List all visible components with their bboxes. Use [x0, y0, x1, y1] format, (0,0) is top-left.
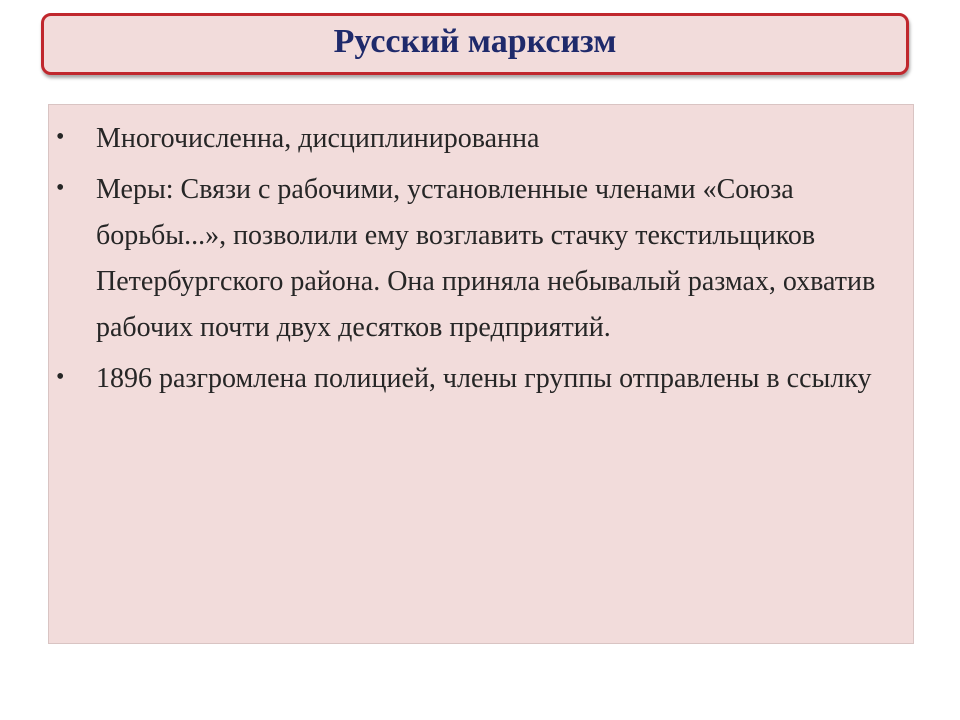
bullet-point-icon: • — [56, 175, 65, 201]
bullet-list — [49, 116, 915, 407]
bullet-text: Многочисленна, дисциплинированна — [96, 123, 540, 154]
bullet-item — [49, 356, 915, 402]
bullet-point-icon: • — [56, 124, 65, 150]
content-panel — [48, 104, 914, 644]
title-banner — [41, 13, 909, 75]
bullet-item — [49, 167, 915, 351]
bullet-item — [49, 116, 915, 162]
bullet-point-icon: • — [56, 364, 65, 390]
bullet-text: Меры: Связи с рабочими, установленные членами «Союза борьбы...», позволили ему возглавить стачку текстильщиков Петербургского района. Она приняла небывалый размах, охватив рабочих почти двух десятков предприятий. — [96, 174, 876, 343]
bullet-text: 1896 разгромлена полицией, члены группы отправлены в ссылку — [96, 363, 872, 394]
slide-title: Русский марксизм — [333, 23, 617, 60]
